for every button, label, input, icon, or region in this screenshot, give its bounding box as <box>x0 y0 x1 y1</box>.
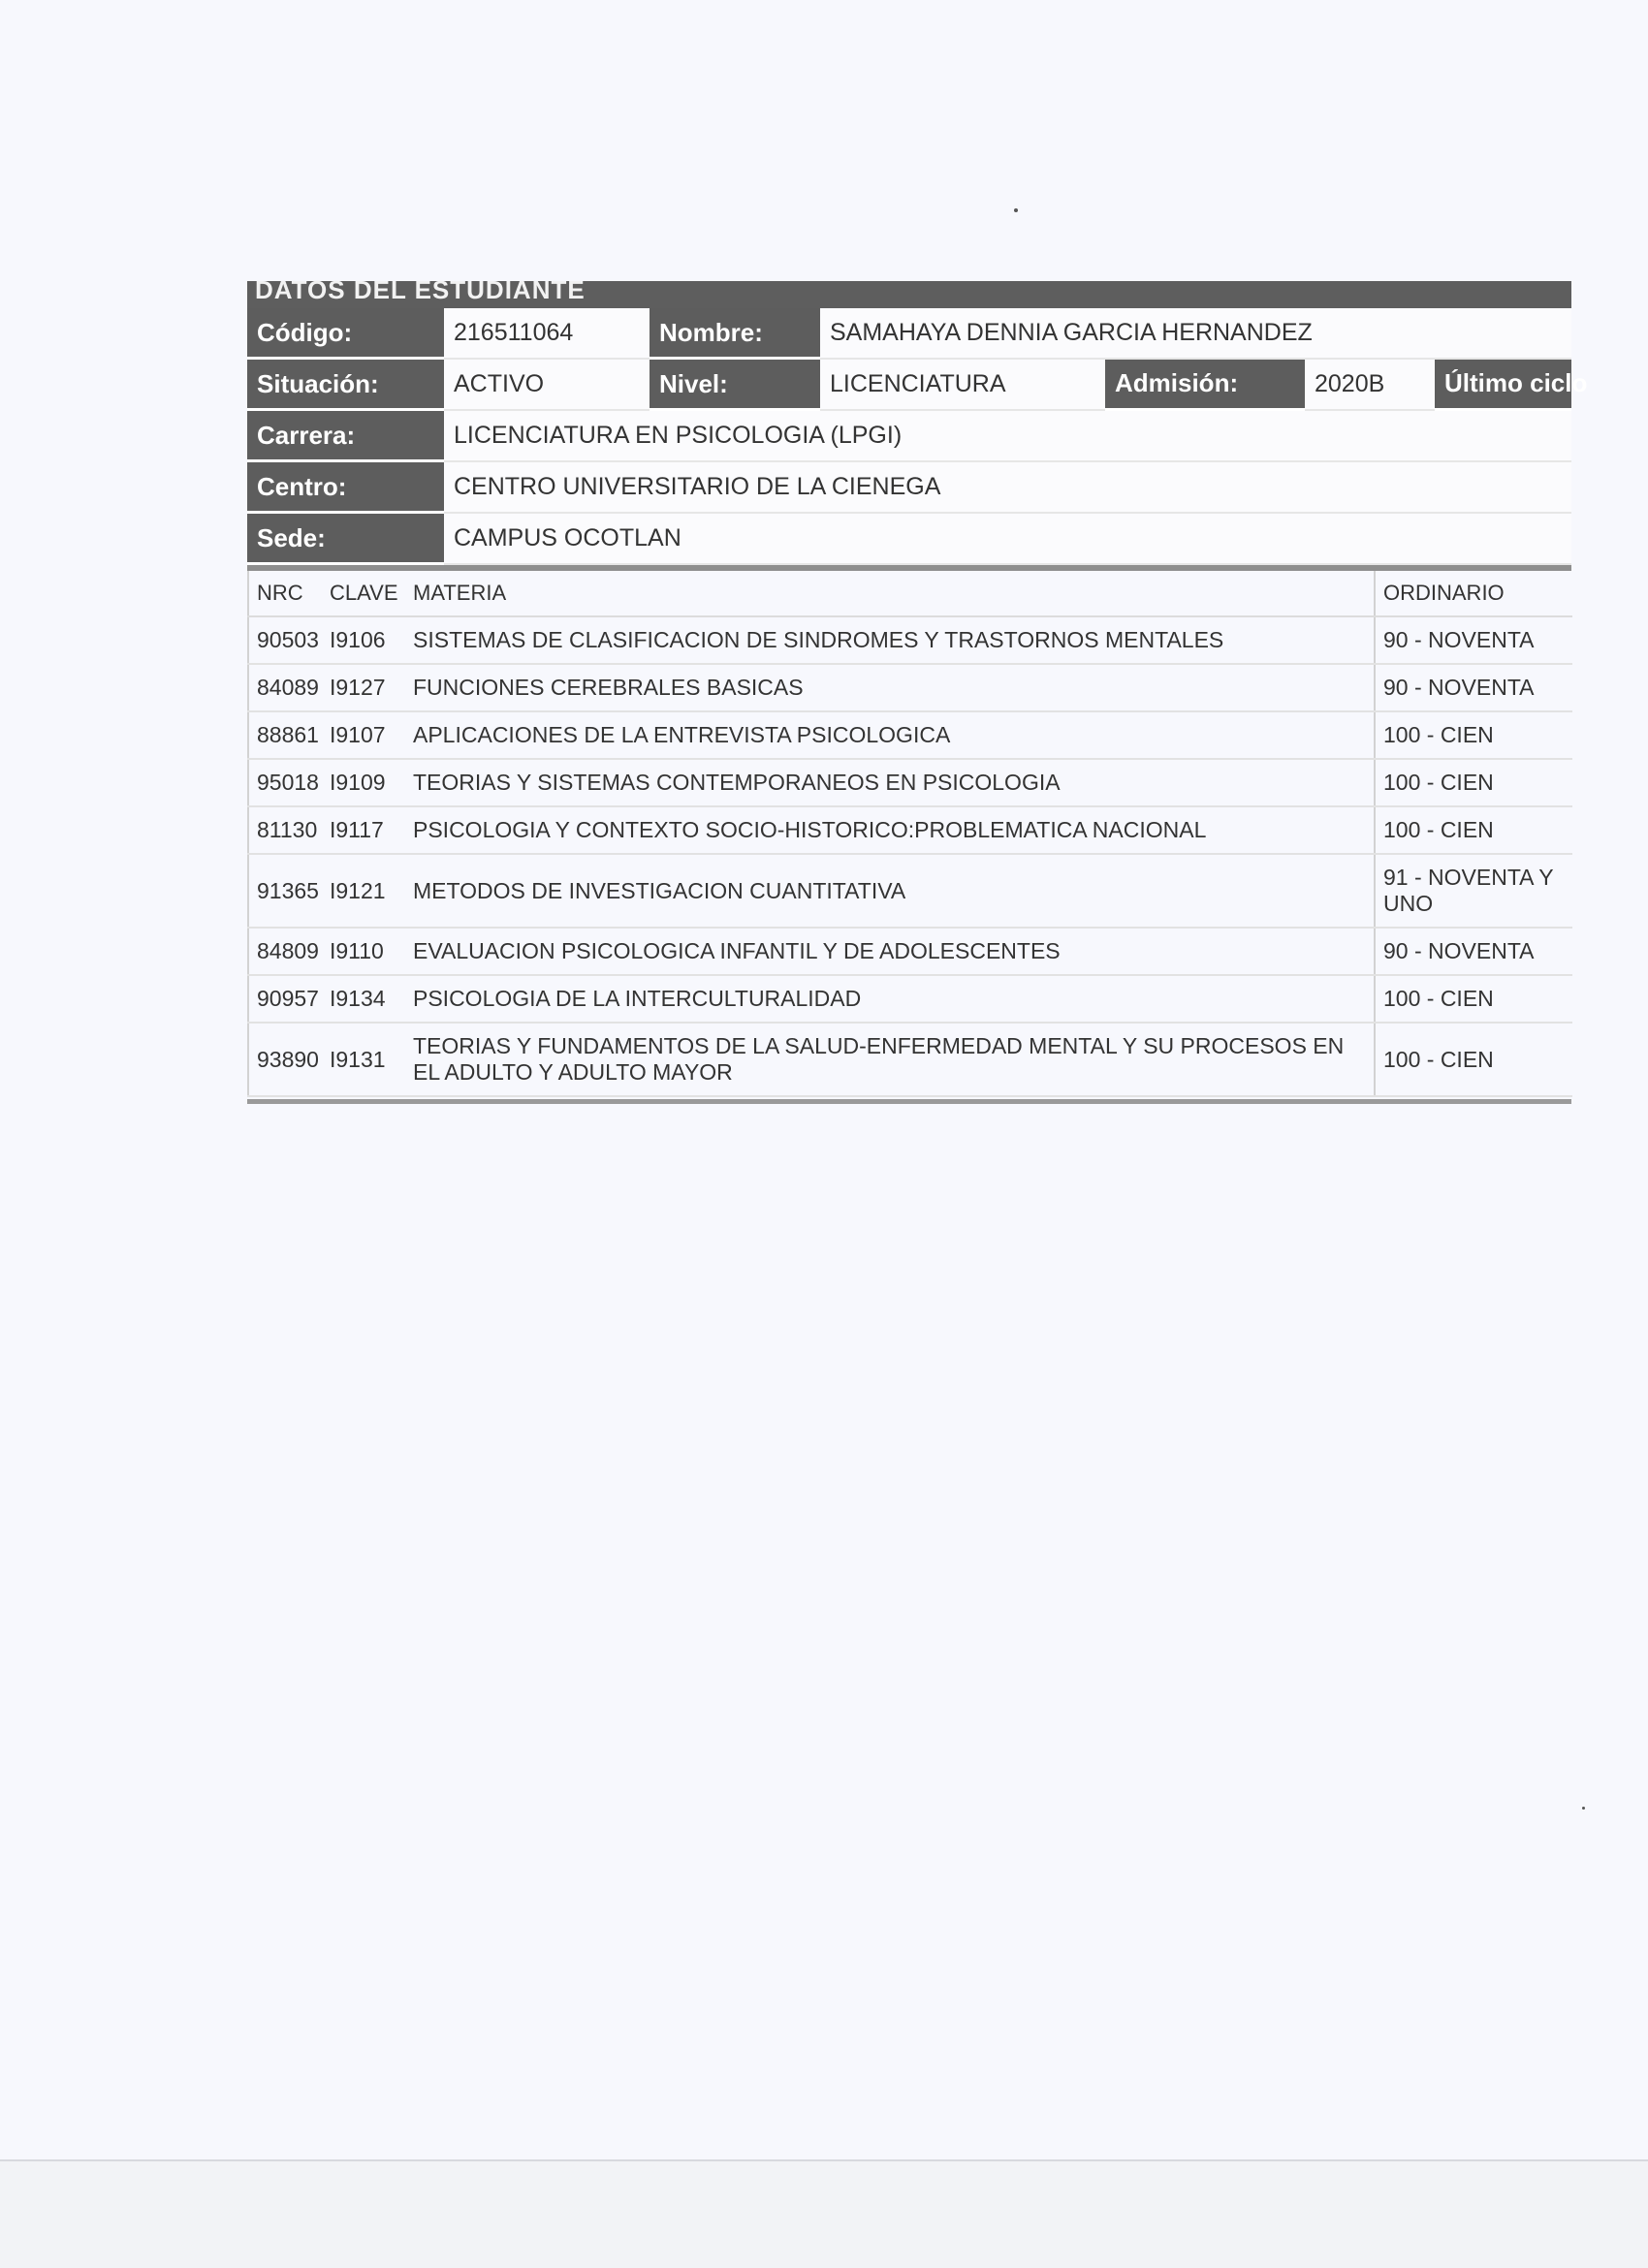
grades-header-row <box>248 571 1572 616</box>
cell-ordinario: 100 - CIEN <box>1375 759 1572 806</box>
cell-ordinario: 90 - NOVENTA <box>1375 616 1572 664</box>
scan-speck <box>1014 208 1018 212</box>
info-row-carrera <box>247 410 1571 461</box>
situacion-value: ACTIVO <box>444 359 650 410</box>
column-header-materia: MATERIA <box>405 571 1375 616</box>
cell-nrc: 95018 <box>248 759 322 806</box>
cell-materia: METODOS DE INVESTIGACION CUANTITATIVA <box>405 854 1375 928</box>
ultimo-ciclo-label: Último ciclo <box>1435 359 1571 410</box>
sede-label: Sede: <box>247 513 444 564</box>
cell-clave: I9107 <box>322 711 405 759</box>
codigo-label: Código: <box>247 308 444 359</box>
table-row <box>248 664 1572 711</box>
cell-nrc: 90503 <box>248 616 322 664</box>
student-record <box>247 275 1588 1104</box>
admision-value: 2020B <box>1305 359 1435 410</box>
cell-clave: I9109 <box>322 759 405 806</box>
codigo-value: 216511064 <box>444 308 650 359</box>
cell-materia: PSICOLOGIA Y CONTEXTO SOCIO-HISTORICO:PROBLEMATICA NACIONAL <box>405 806 1375 854</box>
table-row <box>248 616 1572 664</box>
cell-nrc: 81130 <box>248 806 322 854</box>
cell-clave: I9110 <box>322 928 405 975</box>
cell-nrc: 90957 <box>248 975 322 1023</box>
column-header-ordinario: ORDINARIO <box>1375 571 1572 616</box>
cell-clave: I9106 <box>322 616 405 664</box>
table-row <box>248 854 1572 928</box>
cell-nrc: 91365 <box>248 854 322 928</box>
scan-bottom-edge <box>0 2159 1648 2268</box>
nivel-label: Nivel: <box>650 359 820 410</box>
carrera-label: Carrera: <box>247 410 444 461</box>
info-row-centro <box>247 461 1571 513</box>
cell-ordinario: 90 - NOVENTA <box>1375 664 1572 711</box>
nombre-value: SAMAHAYA DENNIA GARCIA HERNANDEZ <box>820 308 1571 359</box>
carrera-value: LICENCIATURA EN PSICOLOGIA (LPGI) <box>444 410 1571 461</box>
nombre-label: Nombre: <box>650 308 820 359</box>
centro-label: Centro: <box>247 461 444 513</box>
cell-clave: I9134 <box>322 975 405 1023</box>
cell-materia: SISTEMAS DE CLASIFICACION DE SINDROMES Y TRASTORNOS MENTALES <box>405 616 1375 664</box>
table-bottom-border <box>247 1099 1571 1104</box>
admision-label: Admisión: <box>1105 359 1305 410</box>
table-row <box>248 928 1572 975</box>
cell-materia: PSICOLOGIA DE LA INTERCULTURALIDAD <box>405 975 1375 1023</box>
table-row <box>248 806 1572 854</box>
info-row-situacion <box>247 359 1571 410</box>
cell-clave: I9127 <box>322 664 405 711</box>
info-row-sede <box>247 513 1571 564</box>
table-row <box>248 759 1572 806</box>
cell-materia: TEORIAS Y SISTEMAS CONTEMPORANEOS EN PSICOLOGIA <box>405 759 1375 806</box>
cell-ordinario: 90 - NOVENTA <box>1375 928 1572 975</box>
cell-nrc: 84809 <box>248 928 322 975</box>
cell-ordinario: 91 - NOVENTA Y UNO <box>1375 854 1572 928</box>
cell-clave: I9121 <box>322 854 405 928</box>
cell-materia: FUNCIONES CEREBRALES BASICAS <box>405 664 1375 711</box>
nivel-value: LICENCIATURA <box>820 359 1105 410</box>
table-row <box>248 975 1572 1023</box>
student-info-table <box>247 308 1588 565</box>
cell-ordinario: 100 - CIEN <box>1375 1023 1572 1096</box>
column-header-clave: CLAVE <box>322 571 405 616</box>
cell-clave: I9131 <box>322 1023 405 1096</box>
cell-ordinario: 100 - CIEN <box>1375 975 1572 1023</box>
situacion-label: Situación: <box>247 359 444 410</box>
sede-value: CAMPUS OCOTLAN <box>444 513 1571 564</box>
cell-nrc: 88861 <box>248 711 322 759</box>
centro-value: CENTRO UNIVERSITARIO DE LA CIENEGA <box>444 461 1571 513</box>
cell-materia: TEORIAS Y FUNDAMENTOS DE LA SALUD-ENFERMEDAD MENTAL Y SU PROCESOS EN EL ADULTO Y ADULTO MAYOR <box>405 1023 1375 1096</box>
cell-materia: EVALUACION PSICOLOGICA INFANTIL Y DE ADOLESCENTES <box>405 928 1375 975</box>
cell-nrc: 84089 <box>248 664 322 711</box>
section-title: DATOS DEL ESTUDIANTE <box>247 281 1571 308</box>
cell-ordinario: 100 - CIEN <box>1375 711 1572 759</box>
column-header-nrc: NRC <box>248 571 322 616</box>
cell-materia: APLICACIONES DE LA ENTREVISTA PSICOLOGICA <box>405 711 1375 759</box>
cell-nrc: 93890 <box>248 1023 322 1096</box>
scan-speck <box>1582 1807 1585 1810</box>
grades-table <box>247 571 1572 1097</box>
cell-clave: I9117 <box>322 806 405 854</box>
table-row <box>248 1023 1572 1096</box>
table-row <box>248 711 1572 759</box>
cell-ordinario: 100 - CIEN <box>1375 806 1572 854</box>
info-row-codigo <box>247 308 1571 359</box>
